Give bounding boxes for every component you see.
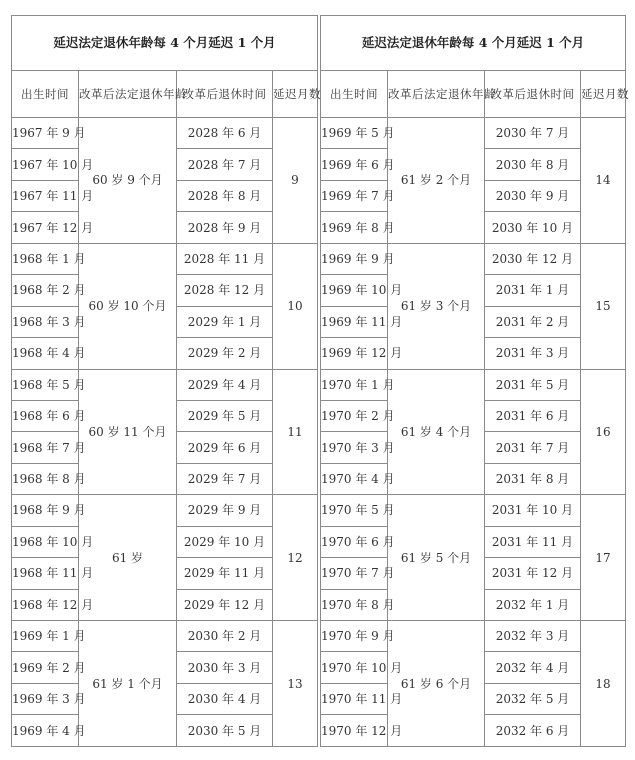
- birth-cell: 1969 年 6 月: [321, 149, 388, 180]
- birth-cell: 1970 年 12 月: [321, 715, 388, 747]
- header-birth-time: 出生时间: [321, 71, 388, 118]
- retirement-time-cell: 2028 年 12 月: [177, 275, 273, 306]
- retirement-time-cell: 2031 年 7 月: [485, 432, 581, 463]
- retirement-time-cell: 2031 年 2 月: [485, 306, 581, 337]
- birth-cell: 1968 年 5 月: [12, 369, 79, 400]
- birth-cell: 1969 年 1 月: [12, 621, 79, 652]
- retirement-time-cell: 2032 年 3 月: [485, 621, 581, 652]
- retirement-time-cell: 2029 年 9 月: [177, 495, 273, 526]
- retirement-time-cell: 2030 年 10 月: [485, 212, 581, 243]
- table-body: [12, 118, 318, 747]
- birth-cell: 1969 年 3 月: [12, 683, 79, 714]
- retirement-time-cell: 2031 年 8 月: [485, 463, 581, 494]
- retirement-time-cell: 2030 年 7 月: [485, 118, 581, 149]
- retirement-age-cell: 61 岁 5 个月: [388, 495, 485, 621]
- retirement-time-cell: 2030 年 8 月: [485, 149, 581, 180]
- birth-cell: 1969 年 5 月: [321, 118, 388, 149]
- header-retirement-time: 改革后退休时间: [177, 71, 273, 118]
- birth-cell: 1969 年 7 月: [321, 180, 388, 211]
- retirement-time-cell: 2031 年 6 月: [485, 400, 581, 431]
- retirement-time-cell: 2030 年 2 月: [177, 621, 273, 652]
- birth-cell: 1970 年 2 月: [321, 400, 388, 431]
- birth-cell: 1968 年 11 月: [12, 558, 79, 589]
- retirement-age-cell: 61 岁 2 个月: [388, 118, 485, 244]
- table-row: [12, 118, 318, 149]
- retirement-time-cell: 2032 年 1 月: [485, 589, 581, 620]
- retirement-time-cell: 2031 年 12 月: [485, 558, 581, 589]
- delay-months-cell: 14: [581, 118, 626, 244]
- birth-cell: 1970 年 3 月: [321, 432, 388, 463]
- header-delay-months: 延迟月数: [581, 71, 626, 118]
- birth-cell: 1967 年 10 月: [12, 149, 79, 180]
- header-retirement-age: 改革后法定退休年龄: [388, 71, 485, 118]
- retirement-time-cell: 2029 年 1 月: [177, 306, 273, 337]
- retirement-time-cell: 2032 年 5 月: [485, 683, 581, 714]
- birth-cell: 1970 年 11 月: [321, 683, 388, 714]
- header-birth-time: 出生时间: [12, 71, 79, 118]
- header-retirement-time: 改革后退休时间: [485, 71, 581, 118]
- birth-cell: 1967 年 11 月: [12, 180, 79, 211]
- birth-cell: 1967 年 12 月: [12, 212, 79, 243]
- retirement-time-cell: 2029 年 2 月: [177, 338, 273, 369]
- retirement-time-cell: 2028 年 7 月: [177, 149, 273, 180]
- birth-cell: 1969 年 2 月: [12, 652, 79, 683]
- birth-cell: 1968 年 7 月: [12, 432, 79, 463]
- retirement-time-cell: 2031 年 3 月: [485, 338, 581, 369]
- birth-cell: 1969 年 10 月: [321, 275, 388, 306]
- table-row: [12, 621, 318, 652]
- birth-cell: 1967 年 9 月: [12, 118, 79, 149]
- delay-months-cell: 13: [273, 621, 318, 747]
- retirement-table: [11, 15, 321, 747]
- retirement-age-cell: 61 岁 6 个月: [388, 621, 485, 747]
- birth-cell: 1970 年 4 月: [321, 463, 388, 494]
- retirement-age-cell: 60 岁 9 个月: [79, 118, 177, 244]
- birth-cell: 1970 年 9 月: [321, 621, 388, 652]
- retirement-time-cell: 2029 年 10 月: [177, 526, 273, 557]
- birth-cell: 1970 年 1 月: [321, 369, 388, 400]
- retirement-time-cell: 2031 年 5 月: [485, 369, 581, 400]
- retirement-time-cell: 2028 年 11 月: [177, 243, 273, 274]
- delay-months-cell: 17: [581, 495, 626, 621]
- retirement-time-cell: 2032 年 4 月: [485, 652, 581, 683]
- retirement-time-cell: 2031 年 10 月: [485, 495, 581, 526]
- birth-cell: 1968 年 12 月: [12, 589, 79, 620]
- delay-months-cell: 18: [581, 621, 626, 747]
- retirement-time-cell: 2030 年 12 月: [485, 243, 581, 274]
- birth-cell: 1968 年 3 月: [12, 306, 79, 337]
- birth-cell: 1968 年 9 月: [12, 495, 79, 526]
- retirement-age-cell: 60 岁 10 个月: [79, 243, 177, 369]
- retirement-time-cell: 2031 年 11 月: [485, 526, 581, 557]
- retirement-age-cell: 61 岁: [79, 495, 177, 621]
- table-row: [321, 243, 626, 274]
- retirement-time-cell: 2029 年 5 月: [177, 400, 273, 431]
- delay-months-cell: 16: [581, 369, 626, 495]
- retirement-time-cell: 2028 年 8 月: [177, 180, 273, 211]
- retirement-age-cell: 60 岁 11 个月: [79, 369, 177, 495]
- retirement-table: [320, 15, 629, 747]
- retirement-age-cell: 61 岁 1 个月: [79, 621, 177, 747]
- header-retirement-age: 改革后法定退休年龄: [79, 71, 177, 118]
- delay-months-cell: 11: [273, 369, 318, 495]
- header-delay-months: 延迟月数: [273, 71, 318, 118]
- retirement-time-cell: 2030 年 5 月: [177, 715, 273, 747]
- retirement-time-cell: 2028 年 6 月: [177, 118, 273, 149]
- birth-cell: 1970 年 6 月: [321, 526, 388, 557]
- birth-cell: 1968 年 6 月: [12, 400, 79, 431]
- retirement-time-cell: 2029 年 4 月: [177, 369, 273, 400]
- birth-cell: 1968 年 10 月: [12, 526, 79, 557]
- retirement-time-cell: 2029 年 7 月: [177, 463, 273, 494]
- birth-cell: 1969 年 4 月: [12, 715, 79, 747]
- retirement-time-cell: 2031 年 1 月: [485, 275, 581, 306]
- retirement-time-cell: 2028 年 9 月: [177, 212, 273, 243]
- birth-cell: 1969 年 9 月: [321, 243, 388, 274]
- birth-cell: 1970 年 5 月: [321, 495, 388, 526]
- table-body: [321, 118, 626, 747]
- birth-cell: 1970 年 8 月: [321, 589, 388, 620]
- retirement-time-cell: 2029 年 11 月: [177, 558, 273, 589]
- delay-months-cell: 10: [273, 243, 318, 369]
- table-row: [12, 369, 318, 400]
- birth-cell: 1969 年 8 月: [321, 212, 388, 243]
- table-row: [12, 243, 318, 274]
- retirement-time-cell: 2029 年 6 月: [177, 432, 273, 463]
- table-row: [321, 495, 626, 526]
- birth-cell: 1970 年 7 月: [321, 558, 388, 589]
- birth-cell: 1968 年 8 月: [12, 463, 79, 494]
- birth-cell: 1969 年 12 月: [321, 338, 388, 369]
- retirement-time-cell: 2032 年 6 月: [485, 715, 581, 747]
- birth-cell: 1968 年 4 月: [12, 338, 79, 369]
- delay-months-cell: 12: [273, 495, 318, 621]
- retirement-time-cell: 2030 年 9 月: [485, 180, 581, 211]
- table-row: [321, 118, 626, 149]
- delay-months-cell: 9: [273, 118, 318, 244]
- table-title: 延迟法定退休年龄每 4 个月延迟 1 个月: [12, 16, 318, 71]
- retirement-age-cell: 61 岁 3 个月: [388, 243, 485, 369]
- table-row: [321, 369, 626, 400]
- table-row: [321, 621, 626, 652]
- birth-cell: 1968 年 2 月: [12, 275, 79, 306]
- retirement-age-cell: 61 岁 4 个月: [388, 369, 485, 495]
- right-table-panel: [320, 15, 629, 747]
- table-title: 延迟法定退休年龄每 4 个月延迟 1 个月: [321, 16, 626, 71]
- retirement-time-cell: 2030 年 3 月: [177, 652, 273, 683]
- retirement-time-cell: 2030 年 4 月: [177, 683, 273, 714]
- retirement-time-cell: 2029 年 12 月: [177, 589, 273, 620]
- birth-cell: 1969 年 11 月: [321, 306, 388, 337]
- birth-cell: 1970 年 10 月: [321, 652, 388, 683]
- delay-months-cell: 15: [581, 243, 626, 369]
- table-row: [12, 495, 318, 526]
- birth-cell: 1968 年 1 月: [12, 243, 79, 274]
- left-table-panel: [11, 15, 321, 747]
